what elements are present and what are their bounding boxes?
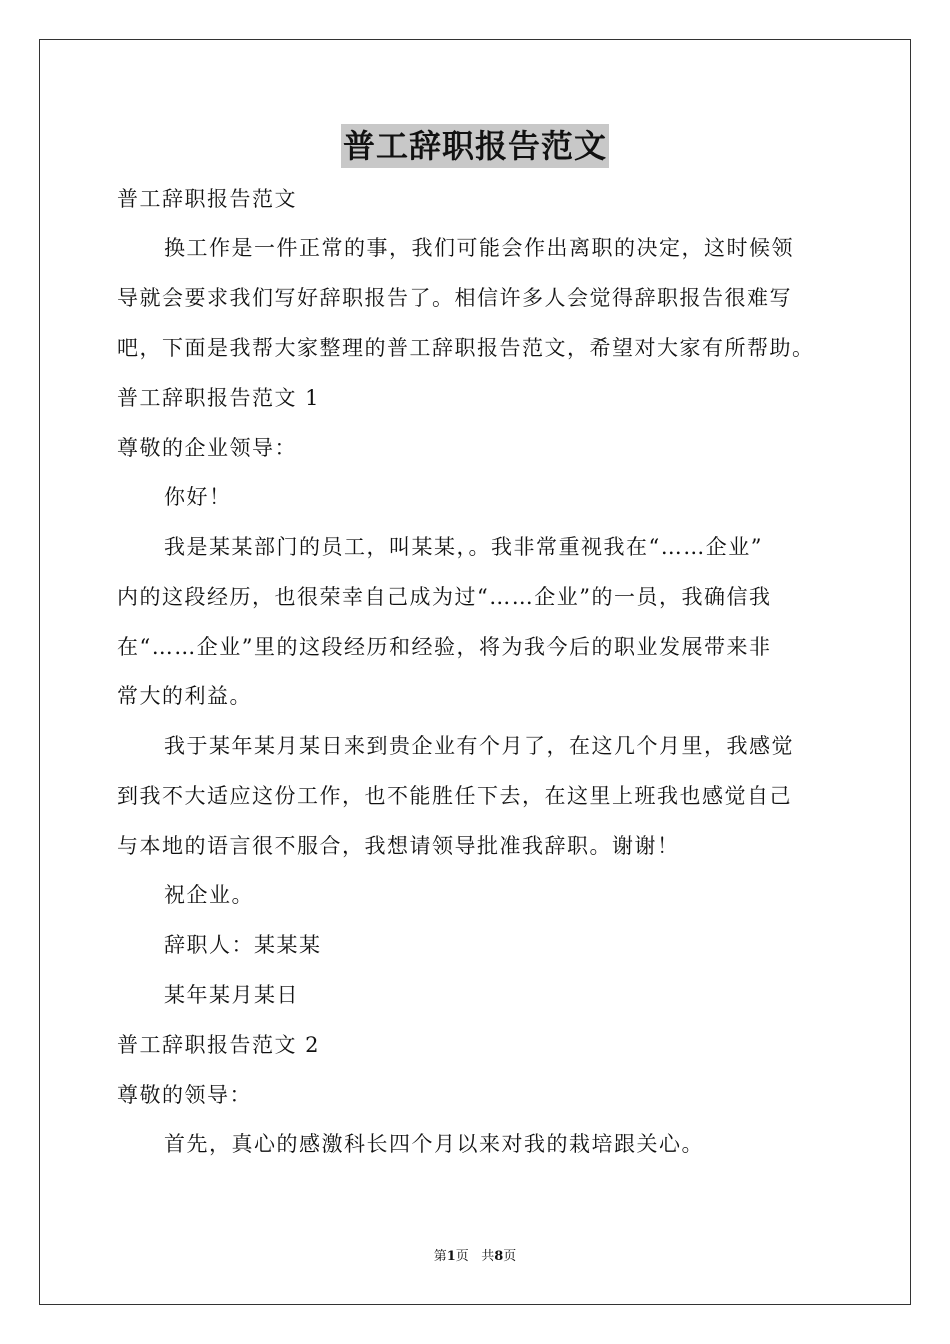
page-border — [39, 39, 911, 1305]
total-prefix: 共 — [481, 1249, 495, 1264]
section-heading: 普工辞职报告范文 2 — [117, 1033, 321, 1057]
body-line: 到我不大适应这份工作，也不能胜任下去，在这里上班我也感觉自己 — [117, 784, 792, 808]
body-line: 我是某某部门的员工，叫某某，。我非常重视我在“……企业” — [164, 535, 763, 559]
body-line: 导就会要求我们写好辞职报告了。相信许多人会觉得辞职报告很难写 — [117, 286, 792, 310]
body-line: 内的这段经历，也很荣幸自己成为过“……企业”的一员，我确信我 — [117, 585, 772, 609]
section-heading: 普工辞职报告范文 1 — [117, 386, 321, 410]
closing-line: 祝企业。 — [164, 883, 254, 907]
page-suffix: 页 — [455, 1249, 469, 1264]
page-number: 1 — [446, 1249, 456, 1264]
title-block — [0, 124, 950, 168]
body-line: 与本地的语言很不服合，我想请领导批准我辞职。谢谢！ — [117, 834, 680, 858]
body-line: 换工作是一件正常的事，我们可能会作出离职的决定，这时候领 — [164, 236, 794, 260]
body-line: 常大的利益。 — [117, 684, 252, 708]
salutation: 尊敬的企业领导： — [117, 436, 297, 460]
total-suffix: 页 — [503, 1249, 517, 1264]
salutation: 尊敬的领导： — [117, 1083, 252, 1107]
body-line: 在“……企业”里的这段经历和经验，将为我今后的职业发展带来非 — [117, 635, 772, 659]
page-prefix: 第 — [433, 1249, 447, 1264]
body-line: 我于某年某月某日来到贵企业有个月了，在这几个月里，我感觉 — [164, 734, 794, 758]
subtitle-line: 普工辞职报告范文 — [117, 187, 297, 211]
body-line: 吧，下面是我帮大家整理的普工辞职报告范文，希望对大家有所帮助。 — [117, 336, 815, 360]
page-footer — [0, 1248, 950, 1266]
total-pages: 8 — [494, 1249, 504, 1264]
signature-line: 辞职人：某某某 — [164, 933, 322, 957]
date-line: 某年某月某日 — [164, 983, 299, 1007]
document-title: 普工辞职报告范文 — [341, 124, 609, 168]
body-line: 首先，真心的感激科长四个月以来对我的栽培跟关心。 — [164, 1132, 704, 1156]
greeting: 你好！ — [164, 485, 232, 509]
